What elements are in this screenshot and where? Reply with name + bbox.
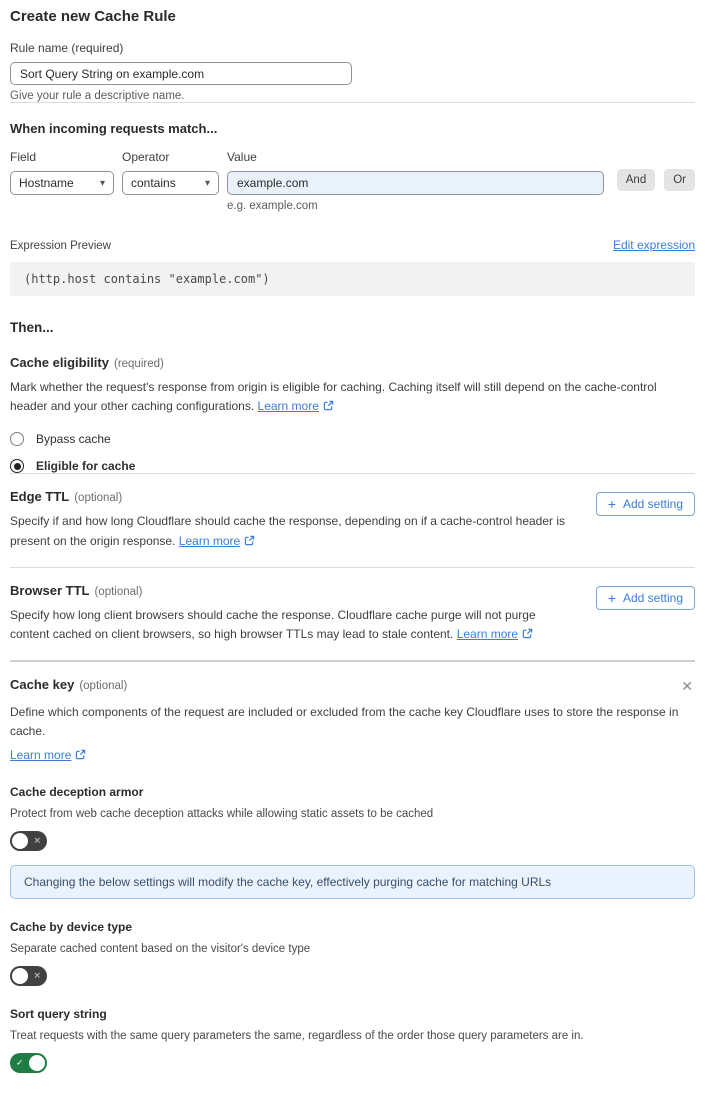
expression-preview-label: Expression Preview (10, 240, 111, 252)
value-label: Value (227, 150, 257, 164)
browser-ttl-title: Browser TTL (10, 582, 90, 598)
radio-icon (10, 459, 24, 473)
edge-ttl-description: Specify if and how long Cloudflare should cache the response, depending on if a cache-control header is present on the origin response. (10, 514, 566, 548)
toggle-knob (29, 1055, 45, 1071)
plus-icon: + (607, 496, 616, 513)
external-link-icon (323, 400, 334, 411)
cache-deception-armor-description: Protect from web cache deception attacks while allowing static assets to be cached (10, 807, 434, 820)
sort-query-string-title: Sort query string (10, 1006, 107, 1021)
expression-code: (http.host contains "example.com") (10, 262, 695, 296)
radio-option-bypass-cache[interactable] (10, 432, 695, 446)
browser-ttl-tag: (optional) (94, 585, 143, 598)
toggle-off-icon: ✕ (33, 835, 41, 845)
field-label: Field (10, 150, 37, 164)
edge-ttl-title: Edge TTL (10, 489, 70, 505)
radio-option-eligible-for-cache[interactable] (10, 459, 695, 473)
edge-ttl-add-setting-button[interactable]: + Add setting (596, 492, 695, 516)
external-link-icon (244, 535, 255, 546)
operator-label: Operator (122, 150, 170, 164)
value-input[interactable] (227, 171, 604, 195)
value-column (227, 150, 604, 212)
rule-name-group (10, 41, 695, 102)
edge-ttl-section (10, 474, 695, 566)
divider (10, 102, 695, 103)
close-icon[interactable]: ✕ (681, 678, 693, 695)
browser-ttl-description: Specify how long client browsers should cache the response. Cloudflare cache purge will not purge content cached on client browsers, so high browser TTLs may lead to stale content. (10, 607, 536, 641)
cache-key-learn-more-link[interactable]: Learn more (10, 748, 86, 762)
cache-eligibility-title: Cache eligibility (10, 355, 109, 370)
edge-ttl-learn-more-link[interactable]: Learn more (179, 534, 255, 548)
and-button[interactable]: And (617, 169, 655, 191)
cache-eligibility-description: Mark whether the request's response from origin is eligible for caching. Caching itself will still depend on the cache-control header and your other caching configurations. (10, 380, 657, 414)
operator-select-value: contains (131, 176, 176, 190)
sort-query-string-toggle[interactable] (10, 1053, 47, 1073)
sort-query-string-description: Treat requests with the same query parameters the same, regardless of the order those query parameters are in. (10, 1029, 584, 1042)
rule-name-label: Rule name (required) (10, 41, 124, 55)
toggle-knob (12, 968, 28, 984)
cache-by-device-type-toggle[interactable] (10, 966, 47, 986)
cache-eligibility-section (10, 355, 695, 473)
browser-ttl-add-setting-button[interactable]: + Add setting (596, 586, 695, 610)
chevron-down-icon: ▾ (99, 177, 105, 189)
cache-key-section (10, 662, 695, 1072)
edit-expression-link[interactable]: Edit expression (612, 238, 695, 252)
operator-column (122, 150, 219, 195)
plus-icon: + (607, 589, 616, 606)
rule-name-input[interactable] (10, 62, 352, 85)
cache-key-description: Define which components of the request are included or excluded from the cache key Cloudflare uses to store the response in cache. (10, 705, 679, 739)
cache-eligibility-learn-more-link[interactable]: Learn more (258, 399, 334, 413)
cache-by-device-type-title: Cache by device type (10, 919, 133, 934)
browser-ttl-section (10, 568, 695, 660)
cache-deception-armor-title: Cache deception armor (10, 784, 144, 799)
radio-label: Bypass cache (36, 432, 111, 447)
toggle-knob (12, 833, 28, 849)
expression-header (10, 238, 695, 252)
external-link-icon (522, 628, 533, 639)
cache-eligibility-options (10, 432, 695, 473)
page-title: Create new Cache Rule (10, 8, 176, 25)
edge-ttl-tag: (optional) (74, 492, 123, 505)
cache-key-title: Cache key (10, 677, 75, 693)
cache-key-tag: (optional) (79, 680, 128, 693)
chevron-down-icon: ▾ (204, 177, 210, 189)
radio-icon (10, 432, 24, 446)
value-helper: e.g. example.com (227, 200, 318, 212)
cache-deception-armor-toggle[interactable] (10, 831, 47, 851)
radio-label: Eligible for cache (36, 459, 136, 474)
cache-key-warning-banner: Changing the below settings will modify the cache key, effectively purging cache for matching URLs (10, 865, 695, 899)
external-link-icon (75, 749, 86, 760)
toggle-on-icon: ✓ (16, 1057, 24, 1067)
rule-name-helper: Give your rule a descriptive name. (10, 90, 185, 102)
operator-select[interactable] (122, 171, 219, 195)
browser-ttl-learn-more-link[interactable]: Learn more (457, 627, 533, 641)
field-column (10, 150, 114, 195)
matcher-row (10, 150, 695, 212)
field-select[interactable] (10, 171, 114, 195)
matcher-heading: When incoming requests match... (10, 121, 218, 136)
cache-by-device-type-description: Separate cached content based on the visitor's device type (10, 942, 311, 955)
cache-eligibility-tag: (required) (113, 358, 164, 370)
toggle-off-icon: ✕ (33, 970, 41, 980)
then-heading: Then... (10, 320, 54, 335)
field-select-value: Hostname (19, 176, 74, 190)
or-button[interactable]: Or (664, 169, 695, 191)
